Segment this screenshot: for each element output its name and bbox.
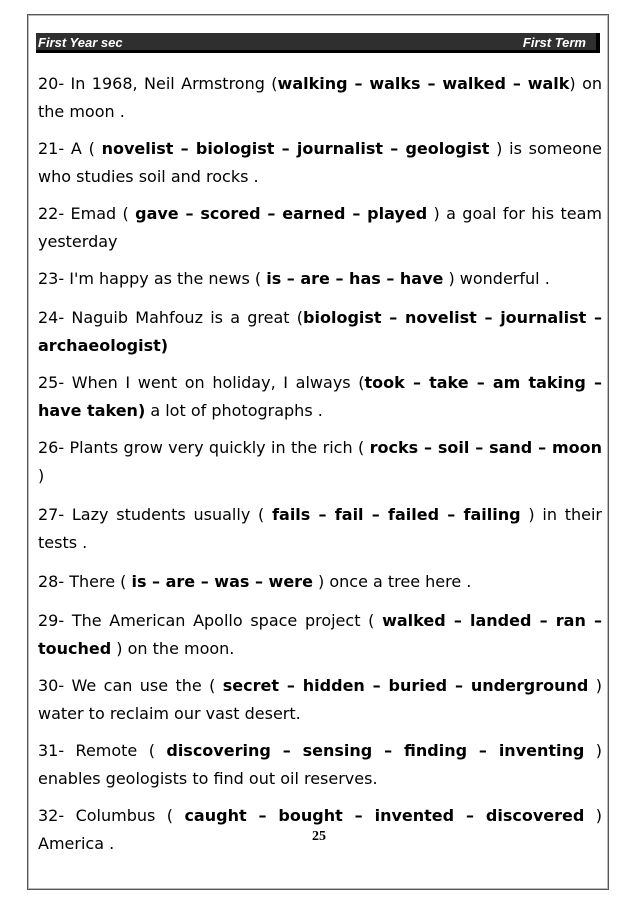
question-options: took – take – am taking – have taken): [38, 373, 603, 420]
question-list: [38, 70, 602, 869]
header-bar: [36, 33, 600, 53]
question-options: caught – bought – invented – discovered: [184, 806, 585, 825]
question-22: 22- Emad ( gave – scored – earned – played ) a goal for his team yesterday: [38, 204, 603, 251]
question-options: secret – hidden – buried – underground: [222, 676, 589, 695]
question-29: 29- The American Apollo space project ( walked – landed – ran – touched ) on the moon.: [38, 611, 603, 658]
question-options: novelist – biologist – journalist – geologist: [101, 139, 490, 158]
question-options: fails – fail – failed – failing: [272, 505, 521, 524]
question-options: biologist – novelist – journalist – archaeologist): [38, 308, 602, 355]
question-28: 28- There ( is – are – was – were ) once a tree here .: [38, 572, 472, 591]
question-options: gave – scored – earned – played: [135, 204, 428, 223]
question-options: is – are – was – were: [131, 572, 313, 591]
question-options: rocks – soil – sand – moon: [369, 438, 603, 457]
question-26: 26- Plants grow very quickly in the rich ( rocks – soil – sand – moon ): [38, 438, 603, 485]
question-31: 31- Remote ( discovering – sensing – finding – inventing ) enables geologists to find out oil reserves.: [38, 741, 603, 788]
question-25: 25- When I went on holiday, I always (took – take – am taking – have taken) a lot of photographs .: [38, 373, 603, 420]
question-20: 20- In 1968, Neil Armstrong (walking – walks – walked – walk) on the moon .: [38, 74, 602, 121]
question-30: 30- We can use the ( secret – hidden – buried – underground ) water to reclaim our vast desert.: [38, 676, 603, 723]
question-21: 21- A ( novelist – biologist – journalist – geologist ) is someone who studies soil and rocks .: [38, 139, 603, 186]
header-left-label: First Year sec: [38, 35, 123, 50]
question-options: is – are – has – have: [266, 269, 444, 288]
question-24: 24- Naguib Mahfouz is a great (biologist – novelist – journalist – archaeologist): [38, 308, 602, 355]
page-number: 25: [312, 829, 326, 844]
question-options: discovering – sensing – finding – inventing: [166, 741, 585, 760]
question-27: 27- Lazy students usually ( fails – fail – failed – failing ) in their tests .: [38, 505, 603, 552]
header-right-label: First Term: [522, 35, 586, 50]
question-options: walking – walks – walked – walk: [277, 74, 570, 93]
question-23: 23- I'm happy as the news ( is – are – has – have ) wonderful .: [38, 269, 550, 288]
question-32: 32- Columbus ( caught – bought – invented – discovered ) America .: [38, 806, 602, 853]
question-options: walked – landed – ran – touched: [38, 611, 603, 658]
